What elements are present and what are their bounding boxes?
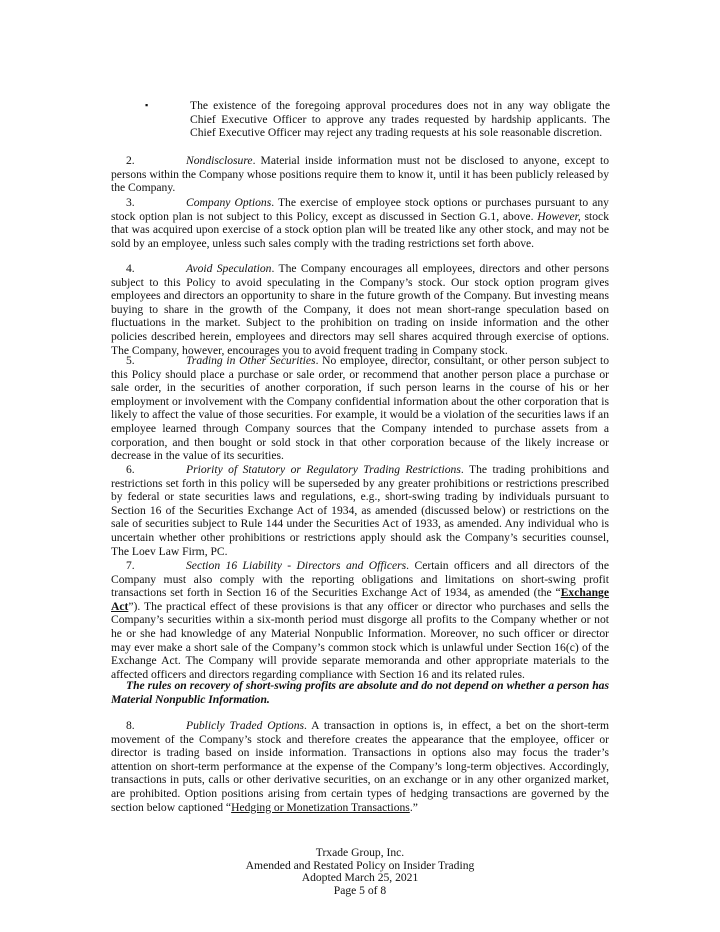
hedging-section-reference: Hedging or Monetization Transactions bbox=[231, 800, 410, 814]
section-body: No employee, director, consultant, or other person subject to this Policy should place a purchase or sale order, or recommend that another person place a purchase or sale order, in the securities of another corporation, if such person learns in the course of his or her employment or involvement with the Company confidential information about the other corporation that is likely to affect the value of those securities. For example, it would be a violation of the securities laws if an employee learned through Company sources that the Company intended to purchase assets from a corporation, and then bought or sold stock in that other corporation because of the likely increase or decrease in the value of its securities. bbox=[111, 354, 609, 463]
section-body-continued: ”). The practical effect of these provisions is that any officer or director who purchases and sells the Company’s securities within a six-month period must disgorge all profits to the Company whether or not he or she had knowledge of any Material Nonpublic Information. Moreover, no such officer or director may ever make a short sale of the Company’s common stock which is unlawful under Section 16(c) of the Exchange Act. The Company will provide separate memoranda and other appropriate materials to the affected officers and directors regarding compliance with Section 16 and its related rules. bbox=[111, 599, 609, 681]
short-swing-note bbox=[111, 679, 609, 706]
section-3-company-options: 3. Company Options. The exercise of employee stock options or purchases pursuant to any stock option plan is not subject to this Policy, except as discussed in Section G.1, above. However, stock that was acquired upon exercise of a stock option plan will be treated like any other stock, and may not be sold by an employee, unless such sales comply with the trading restrictions set forth above. bbox=[111, 196, 609, 250]
section-2-nondisclosure: 2. Nondisclosure. Material inside information must not be disclosed to anyone, except to persons within the Company whose positions require them to know it, until it has been publicly released by the Company. bbox=[111, 154, 609, 195]
section-7-section-16-liability: 7. Section 16 Liability - Directors and Officers. Certain officers and all directors of the Company must also comply with the reporting obligations and limitations on short-swing profit transactions set forth in Section 16 of the Securities Exchange Act of 1934, as amended (the “Exchange Act”). The practical effect of these provisions is that any officer or director who purchases and sells the Company’s securities within a six-month period must disgorge all profits to the Company whether or not he or she had knowledge of any Material Nonpublic Information. Moreover, no such officer or director may ever make a short sale of the Company’s common stock which is unlawful under Section 16(c) of the Exchange Act. The Company will provide separate memoranda and other appropriate materials to the affected officers and directors regarding compliance with Section 16 and its related rules. bbox=[111, 559, 609, 681]
footer-doc-title: Amended and Restated Policy on Insider Trading bbox=[245, 858, 475, 872]
section-body: The trading prohibitions and restrictions set forth in this policy will be superseded by any greater prohibitions or restrictions prescribed by federal or state securities laws and regulations, e.g., short-swing trading by individuals pursuant to Section 16 of the Securities Exchange Act of 1934, as amended (discussed below) or restrictions on the sale of securities subject to Rule 144 under the Securities Act of 1933, as amended. Any individual who is uncertain whether other prohibitions or restrictions apply should ask the Company’s securities counsel, The Loev Law Firm, PC. bbox=[111, 463, 609, 558]
section-heading: Nondisclosure bbox=[186, 154, 253, 167]
footer-page-number: Page 5 of 8 bbox=[333, 883, 387, 897]
section-number: 6. bbox=[126, 463, 135, 476]
section-number: 8. bbox=[126, 719, 135, 732]
section-heading: Section 16 Liability - Directors and Officers bbox=[186, 559, 407, 572]
section-body: Certain officers and all directors of the Company must also comply with the reporting obligations and limitations on short-swing profit transactions set forth in Section 16 of the Securities Exchange Act of 1934, as amended (the “ bbox=[111, 559, 609, 600]
section-body: A transaction in options is, in effect, a bet on the short-term movement of the Company’s stock and therefore creates the appearance that the employee, officer or director is trading based on inside information. Transactions in options also may focus the trader’s attention on short-term performance at the expense of the Company’s long-term objectives. Accordingly, transactions in puts, calls or other derivative securities, on an exchange or in any other organized market, are prohibited. Option positions arising from certain types of hedging transactions are governed by the section below captioned “ bbox=[111, 719, 609, 814]
section-body-continued: stock that was acquired upon exercise of a stock option plan will be treated like any other stock, and may not be sold by an employee, unless such sales comply with the trading restrictions set forth above. bbox=[111, 209, 609, 250]
section-5-trading-other-securities: 5. Trading in Other Securities. No employee, director, consultant, or other person subject to this Policy should place a purchase or sale order, or recommend that another person place a purchase or sale order, in the securities of another corporation, if such person learns in the course of his or her employment or involvement with the Company confidential information about the other corporation that is likely to affect the value of those securities. For example, it would be a violation of the securities laws if an employee learned through Company sources that the Company intended to purchase assets from a corporation, and then bought or sold stock in that other corporation because of the likely increase or decrease in the value of its securities. bbox=[111, 354, 609, 463]
section-number: 5. bbox=[126, 354, 135, 367]
bullet-text: The existence of the foregoing approval procedures does not in any way obligate the Chief Executive Officer to approve any trades requested by hardship applicants. The Chief Executive Officer may reject any trading requests at his sole reasonable discretion. bbox=[190, 99, 610, 140]
section-number: 4. bbox=[126, 262, 135, 275]
page-footer bbox=[0, 847, 720, 897]
however-word: However, bbox=[537, 209, 581, 223]
section-body: The Company encourages all employees, directors and other persons subject to this Policy to avoid speculating in the Company’s stock. Our stock option program gives employees and directors an opportunity to share in the future growth of the Company. But investing means buying to share in the growth of the Company, it does not mean short-range speculation based on fluctuations in the market. Subject to the prohibition on trading on inside information and the other policies described herein, employees and directors may sell shares acquired through exercise of options. The Company, however, encourages you to avoid frequent trading in Company stock. bbox=[111, 262, 609, 357]
section-heading: Company Options bbox=[186, 196, 272, 209]
section-8-publicly-traded-options: 8. Publicly Traded Options. A transaction in options is, in effect, a bet on the short-term movement of the Company’s stock and therefore creates the appearance that the employee, officer or director is trading based on inside information. Transactions in options also may focus the trader’s attention on short-term performance at the expense of the Company’s long-term objectives. Accordingly, transactions in puts, calls or other derivative securities, on an exchange or in any other organized market, are prohibited. Option positions arising from certain types of hedging transactions are governed by the section below captioned “Hedging or Monetization Transactions.” bbox=[111, 719, 609, 814]
defined-term-exchange-act: Exchange Act bbox=[111, 586, 609, 613]
section-4-avoid-speculation: 4. Avoid Speculation. The Company encourages all employees, directors and other persons subject to this Policy to avoid speculating in the Company’s stock. Our stock option program gives employees and directors an opportunity to share in the future growth of the Company. But investing means buying to share in the growth of the Company, it does not mean short-range speculation based on fluctuations in the market. Subject to the prohibition on trading on inside information and the other policies described herein, employees and directors may sell shares acquired through exercise of options. The Company, however, encourages you to avoid frequent trading in Company stock. bbox=[111, 262, 609, 357]
section-heading: Publicly Traded Options bbox=[186, 719, 305, 732]
section-heading: Priority of Statutory or Regulatory Trading Restrictions bbox=[186, 463, 461, 476]
section-6-priority-restrictions: 6. Priority of Statutory or Regulatory Trading Restrictions. The trading prohibitions and restrictions set forth in this policy will be superseded by any greater prohibitions or restrictions prescribed by federal or state securities laws and regulations, e.g., short-swing trading by individuals pursuant to Section 16 of the Securities Exchange Act of 1934, as amended (discussed below) or restrictions on the sale of securities subject to Rule 144 under the Securities Act of 1933, as amended. Any individual who is uncertain whether other prohibitions or restrictions apply should ask the Company’s securities counsel, The Loev Law Firm, PC. bbox=[111, 463, 609, 558]
section-heading: Trading in Other Securities bbox=[186, 354, 316, 367]
footer-company: Trxade Group, Inc. bbox=[315, 846, 405, 859]
section-number: 3. bbox=[126, 196, 135, 209]
section-body: The exercise of employee stock options or purchases pursuant to any stock option plan is not subject to this Policy, except as discussed in Section G.1, above. bbox=[111, 196, 609, 223]
section-heading: Avoid Speculation bbox=[186, 262, 272, 275]
section-number: 2. bbox=[126, 154, 135, 167]
section-body: Material inside information must not be disclosed to anyone, except to persons within the Company whose positions require them to know it, until it has been publicly released by the Company. bbox=[111, 154, 609, 195]
section-number: 7. bbox=[126, 559, 135, 572]
section-body-continued: .” bbox=[409, 800, 418, 814]
square-bullet-icon: ▪ bbox=[145, 100, 149, 110]
footer-adopted-date: Adopted March 25, 2021 bbox=[301, 871, 419, 884]
short-swing-note-text: The rules on recovery of short-swing profits are absolute and do not depend on whether a person has Material Nonpublic Information. bbox=[111, 679, 609, 706]
